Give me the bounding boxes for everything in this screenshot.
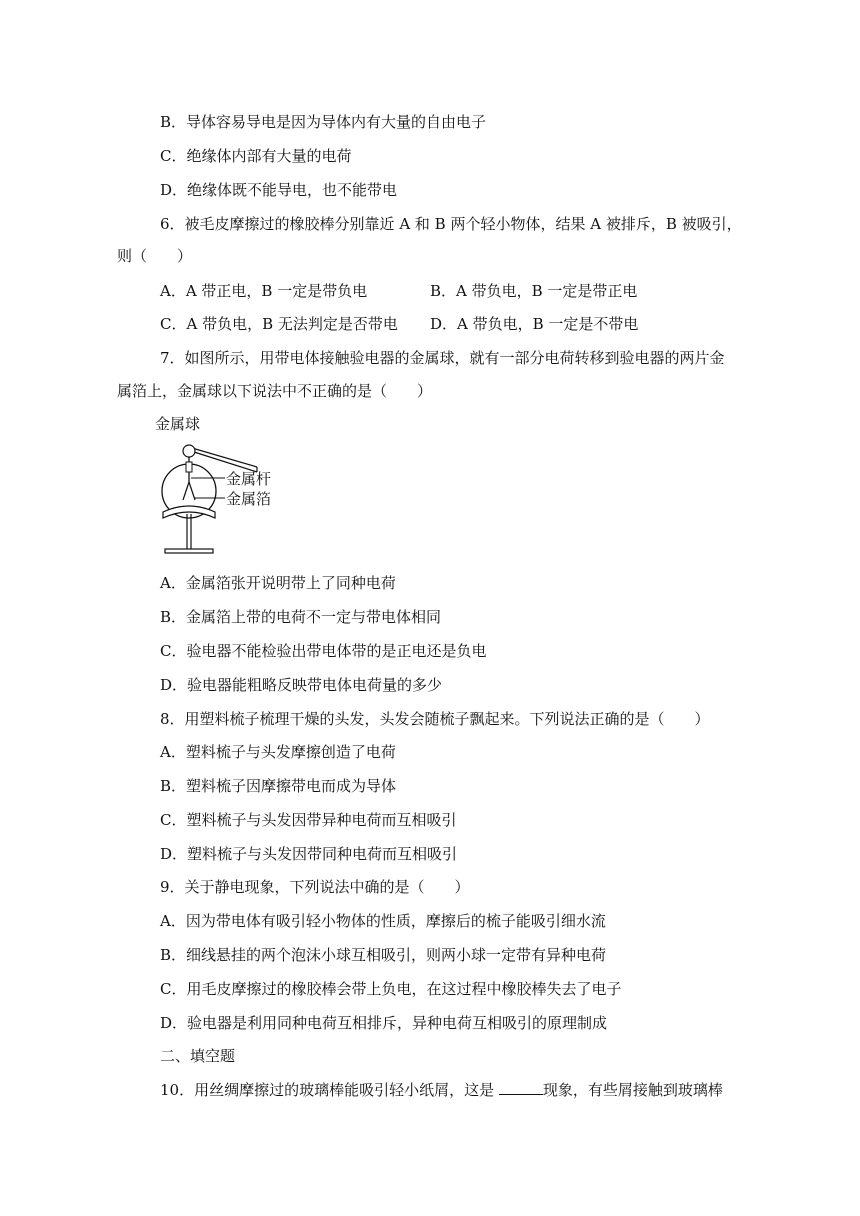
q8-option-a: A．塑料梳子与头发摩擦创造了电荷 [160, 743, 396, 761]
q8-option-c: C．塑料梳子与头发因带异种电荷而互相吸引 [160, 811, 457, 829]
q10-text-after: 现象，有些屑接触到玻璃棒 [542, 1081, 723, 1099]
q6-stem-line1: 6．被毛皮摩擦过的橡胶棒分别靠近 A 和 B 两个轻小物体，结果 A 被排斥，B 被吸引， [160, 215, 742, 233]
q8-option-b: B．塑料梳子因摩擦带电而成为导体 [160, 777, 397, 795]
q7-stem-line1: 7．如图所示，用带电体接触验电器的金属球，就有一部分电荷转移到验电器的两片金 [160, 349, 725, 367]
metal-ball [183, 445, 195, 457]
section-heading-fill-in: 二、填空题 [160, 1047, 236, 1065]
q7-stem-line2: 属箔上，金属球以下说法中不正确的是（ ） [117, 382, 433, 400]
q9-option-a: A．因为带电体有吸引轻小物体的性质，摩擦后的梳子能吸引细水流 [160, 912, 606, 930]
q6-option-a: A．A 带正电，B 一定是带负电 [160, 282, 368, 300]
stand-foot [165, 549, 213, 553]
q10-text-before: 10．用丝绸摩擦过的玻璃棒能吸引轻小纸屑，这是 [160, 1081, 499, 1099]
q8-option-d: D．塑料梳子与头发因带同种电荷而互相吸引 [160, 845, 458, 863]
q5-option-d: D．绝缘体既不能导电，也不能带电 [160, 181, 398, 199]
q7-option-d: D．验电器能粗略反映带电体电荷量的多少 [160, 676, 443, 694]
q6-option-c: C．A 带负电，B 无法判定是否带电 [160, 315, 398, 333]
charged-rod [192, 448, 257, 467]
q5-option-b: B．导体容易导电是因为导体内有大量的自由电子 [160, 113, 487, 131]
label-metal-rod: 金属杆 [226, 470, 272, 488]
electroscope-diagram [153, 414, 283, 559]
electroscope-figure [153, 414, 283, 559]
q9-option-d: D．验电器是利用同种电荷互相排斥，异种电荷互相吸引的原理制成 [160, 1014, 608, 1032]
label-metal-ball: 金属球 [155, 415, 201, 433]
q7-option-c: C．验电器不能检验出带电体带的是正电还是负电 [160, 642, 487, 660]
q7-option-a: A．金属箔张开说明带上了同种电荷 [160, 574, 396, 592]
stopper [186, 462, 192, 472]
q6-stem-line2: 则（ ） [117, 247, 193, 265]
q9-option-c: C．用毛皮摩擦过的橡胶棒会带上负电，在这过程中橡胶棒失去了电子 [160, 980, 622, 998]
q10-stem [160, 1080, 723, 1100]
q9-option-b: B．细线悬挂的两个泡沫小球互相吸引，则两小球一定带有异种电荷 [160, 946, 607, 964]
q10-answer-blank [499, 1080, 543, 1095]
q6-option-b: B．A 带负电，B 一定是带正电 [430, 282, 638, 300]
q7-option-b: B．金属箔上带的电荷不一定与带电体相同 [160, 608, 442, 626]
q8-stem: 8．用塑料梳子梳理干燥的头发，头发会随梳子飘起来。下列说法正确的是（ ） [160, 710, 710, 728]
label-metal-foil: 金属箔 [226, 490, 272, 508]
q5-option-c: C．绝缘体内部有大量的电荷 [160, 147, 352, 165]
q6-option-d: D．A 带负电，B 一定是不带电 [430, 315, 639, 333]
q9-stem: 9．关于静电现象，下列说法中确的是（ ） [160, 878, 470, 896]
